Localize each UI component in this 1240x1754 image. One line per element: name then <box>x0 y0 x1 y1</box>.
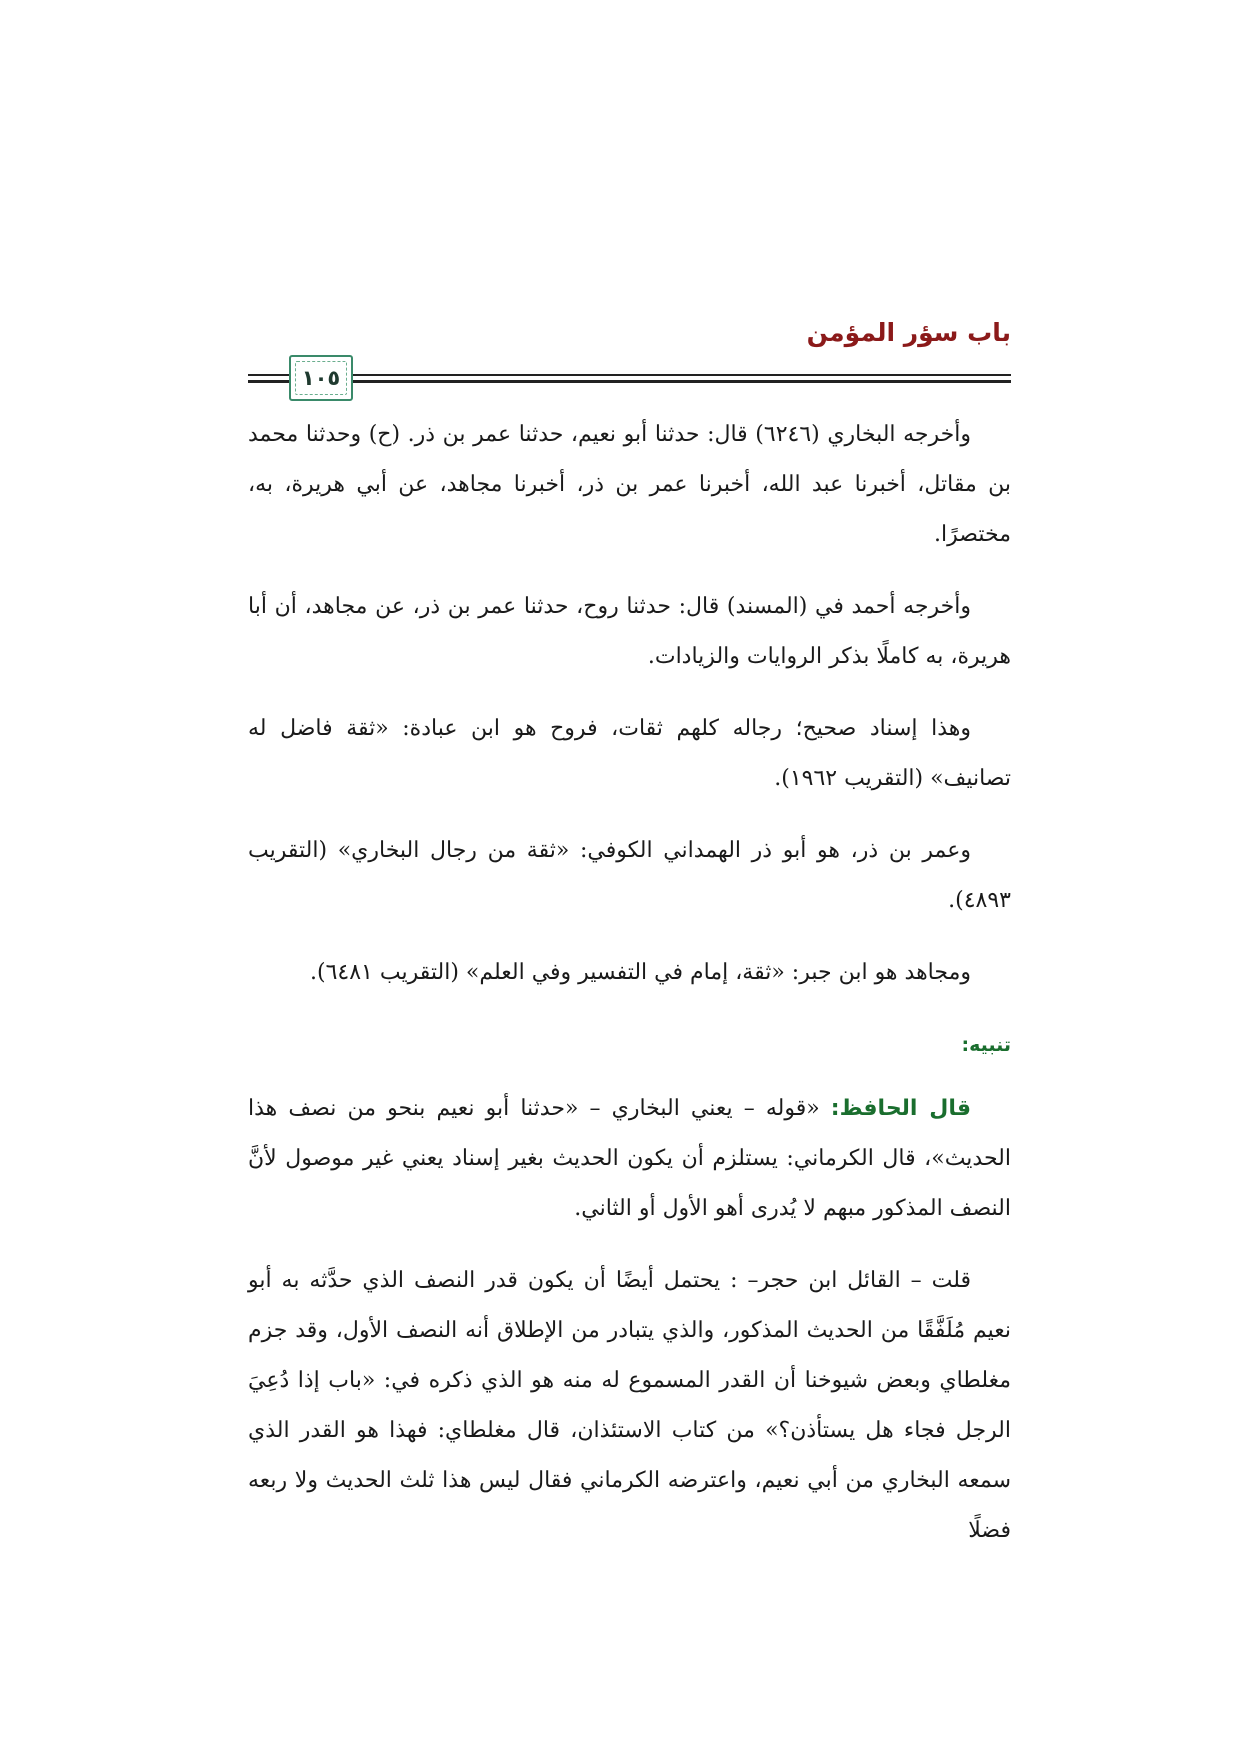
chapter-title: باب سؤر المؤمن <box>806 318 1011 347</box>
note-heading: تنبيه: <box>961 1034 1011 1056</box>
hafiz-quote-text: «قوله – يعني البخاري – «حدثنا أبو نعيم بنحو من نصف هذا الحديث»، قال الكرماني: يستلزم أن يكون الحديث بغير إسناد يعني غير موصول لأنَّ النصف المذكور مبهم لا يُدرى أهو الأول أو الثاني. <box>248 1096 1011 1221</box>
paragraph-ibn-hajar: قلت – القائل ابن حجر– : يحتمل أيضًا أن يكون قدر النصف الذي حدَّثه به أبو نعيم مُلَفَّقًا من الحديث المذكور، والذي يتبادر من الإطلاق أنه النصف الأول، وقد جزم مغلطاي وبعض شيوخنا أن القدر المسموع له منه هو الذي ذكره في: «باب إذا دُعِيَ الرجل فجاء هل يستأذن؟» من كتاب الاستئذان، قال مغلطاي: فهذا هو القدر الذي سمعه البخاري من أبي نعيم، واعترضه الكرماني فقال ليس هذا ثلث الحديث ولا ربعه فضلًا <box>248 1268 1011 1543</box>
page-header <box>248 318 1011 388</box>
paragraph-takhrij-ahmad: وأخرجه أحمد في (المسند) قال: حدثنا روح، حدثنا عمر بن ذر، عن مجاهد، أن أبا هريرة، به كاملًا بذكر الروايات والزيادات. <box>248 594 1011 669</box>
paragraph-hafiz-quote <box>248 1084 1011 1234</box>
page-number-badge <box>289 355 353 401</box>
paragraph-takhrij-bukhari: وأخرجه البخاري (٦٢٤٦) قال: حدثنا أبو نعيم، حدثنا عمر بن ذر. (ح) وحدثنا محمد بن مقاتل، أخبرنا عبد الله، أخبرنا عمر بن ذر، أخبرنا مجاهد، عن أبي هريرة، به، مختصرًا. <box>248 422 1011 547</box>
hafiz-label: قال الحافظ: <box>830 1096 972 1121</box>
paragraph-isnad-sahih: وهذا إسناد صحيح؛ رجاله كلهم ثقات، فروح هو ابن عبادة: «ثقة فاضل له تصانيف» (التقريب ١٩٦٢). <box>248 716 1011 791</box>
main-text <box>248 410 1011 1578</box>
paragraph-mujahid: ومجاهد هو ابن جبر: «ثقة، إمام في التفسير وفي العلم» (التقريب ٦٤٨١). <box>310 960 971 985</box>
page-number: ١٠٥ <box>301 366 341 390</box>
header-rule-thin <box>248 374 1011 376</box>
paragraph-umar-bin-dharr: وعمر بن ذر، هو أبو ذر الهمداني الكوفي: «ثقة من رجال البخاري» (التقريب ٤٨٩٣). <box>248 838 1011 913</box>
header-rule-thick <box>248 380 1011 383</box>
